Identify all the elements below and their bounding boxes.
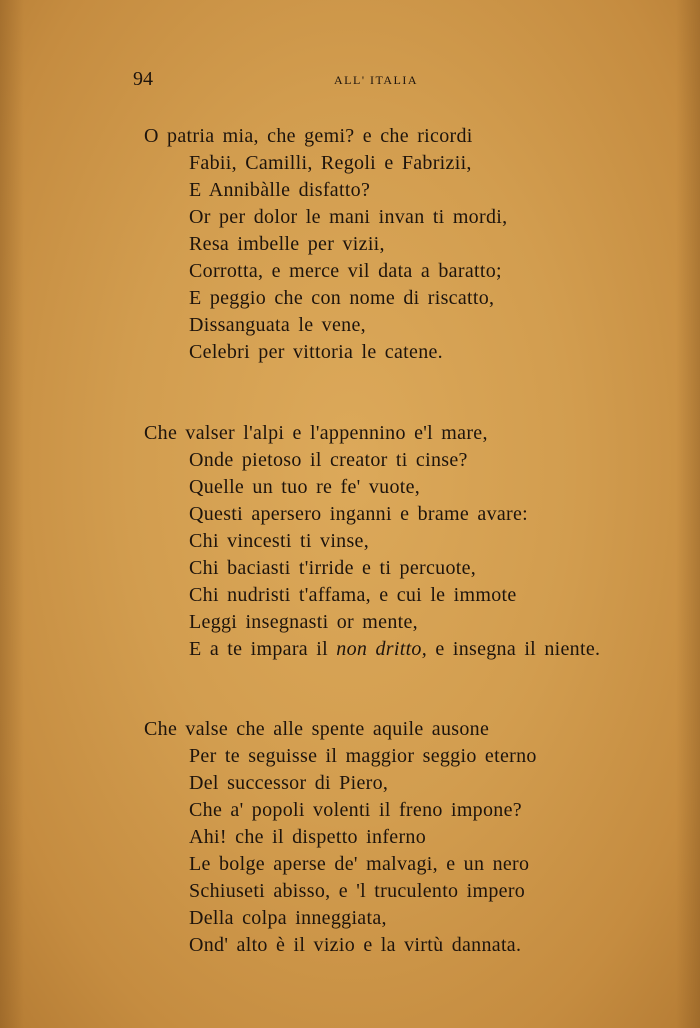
verse-line: Che valser l'alpi e l'appennino e'l mare, <box>144 422 488 444</box>
italic-phrase: non dritto, <box>336 638 428 660</box>
verse-line: Fabii, Camilli, Regoli e Fabrizii, <box>189 152 472 174</box>
verse-line: Quelle un tuo re fe' vuote, <box>189 476 421 498</box>
page-edge-left <box>0 0 24 1028</box>
verse-line: Per te seguisse il maggior seggio eterno <box>189 745 537 767</box>
verse-line: Chi nudristi t'affama, e cui le immote <box>189 584 517 606</box>
verse-line: Questi apersero inganni e brame avare: <box>189 503 529 525</box>
verse-line: Or per dolor le mani invan ti mordi, <box>189 206 508 228</box>
verse-line: Schiuseti abisso, e 'l truculento impero <box>189 880 526 902</box>
page-number: 94 <box>133 68 153 90</box>
verse-line: Resa imbelle per vizii, <box>189 233 385 255</box>
verse-line: O patria mia, che gemi? e che ricordi <box>144 125 473 147</box>
verse-line: E Annibàlle disfatto? <box>189 179 371 201</box>
verse-line: Chi vincesti ti vinse, <box>189 530 370 552</box>
verse-line: Celebri per vittoria le catene. <box>189 341 443 363</box>
verse-line: Che a' popoli volenti il freno impone? <box>189 799 522 821</box>
verse-line: Chi baciasti t'irride e ti percuote, <box>189 557 477 579</box>
verse-line: Che valse che alle spente aquile ausone <box>144 718 490 740</box>
verse-line: Dissanguata le vene, <box>189 314 366 336</box>
verse-line: Le bolge aperse de' malvagi, e un nero <box>189 853 530 875</box>
verse-line <box>189 637 600 661</box>
verse-line: Ahi! che il dispetto inferno <box>189 826 427 848</box>
verse-line: Della colpa inneggiata, <box>189 907 387 929</box>
verse-line: E peggio che con nome di riscatto, <box>189 287 495 309</box>
verse-line: Leggi insegnasti or mente, <box>189 611 418 633</box>
verse-text: e insegna il niente. <box>435 638 601 660</box>
page-edge-right <box>676 0 700 1028</box>
verse-line: Corrotta, e merce vil data a baratto; <box>189 260 502 282</box>
verse-line: Ond' alto è il vizio e la virtù dannata. <box>189 934 522 956</box>
verse-text: E a te impara il <box>189 638 328 660</box>
running-head: ALL' ITALIA <box>334 73 419 87</box>
verse-line: Del successor di Piero, <box>189 772 389 794</box>
verse-line: Onde pietoso il creator ti cinse? <box>189 449 468 471</box>
